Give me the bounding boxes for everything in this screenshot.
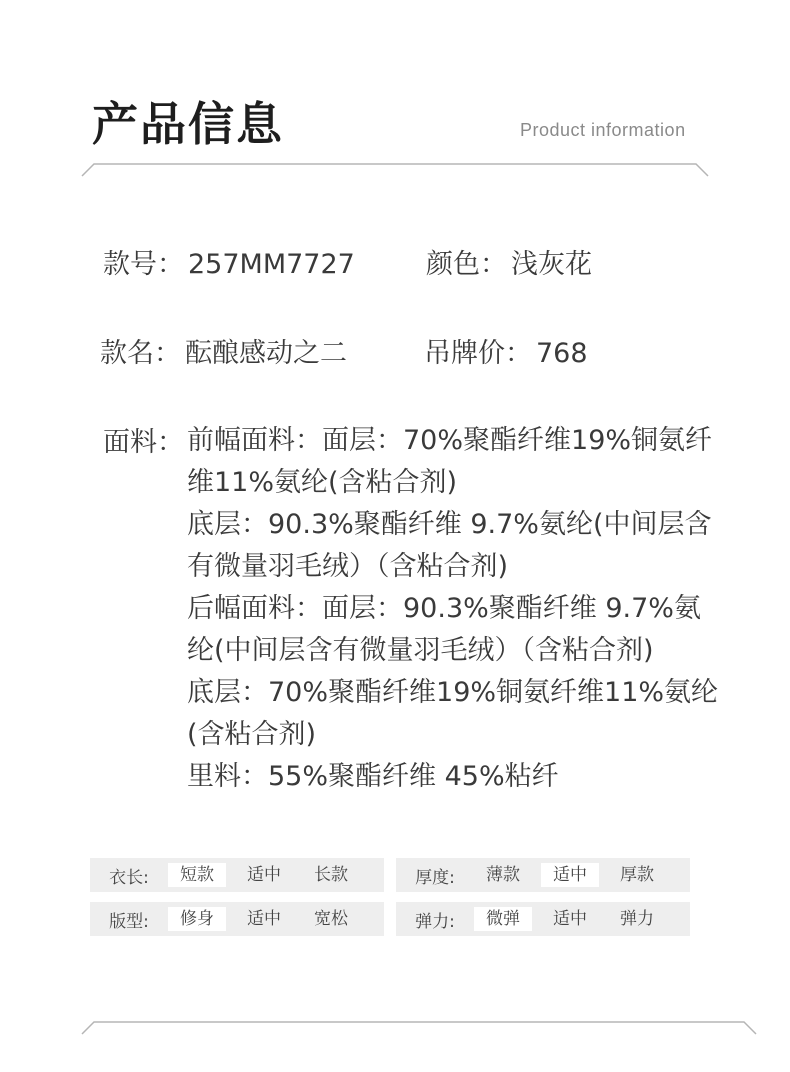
price-row (424, 331, 588, 370)
page-title: 产品信息 (92, 97, 284, 151)
color-value: 浅灰花 (511, 249, 592, 280)
style-number-value: 257MM7727 (188, 249, 355, 280)
color-label: 颜色： (426, 249, 507, 280)
attr-thickness-option: 适中 (541, 863, 599, 887)
attr-fit-option: 适中 (247, 909, 281, 929)
fabric-line: 底层：90.3%聚酯纤维 9.7%氨纶(中间层含 (187, 509, 712, 540)
bottom-divider (82, 1022, 756, 1034)
attr-length (90, 858, 384, 892)
style-name-value: 酝酿感动之二 (185, 338, 347, 369)
attr-thickness-option: 厚款 (620, 865, 654, 885)
fabric-line: 底层：70%聚酯纤维19%铜氨纤维11%氨纶 (187, 677, 719, 708)
fabric-line: 前幅面料：面层：70%聚酯纤维19%铜氨纤 (187, 425, 713, 456)
fabric-details (187, 420, 727, 798)
attr-fit-option: 修身 (168, 907, 226, 931)
fabric-line: (含粘合剂) (187, 719, 317, 750)
attr-elasticity-option: 适中 (553, 909, 587, 929)
fabric-line: 维11%氨纶(含粘合剂) (187, 467, 458, 498)
price-label: 吊牌价： (424, 338, 532, 369)
fabric-label: 面料： (103, 427, 184, 458)
page-subtitle: Product information (520, 120, 686, 140)
top-divider (82, 164, 708, 176)
attr-thickness-option: 薄款 (486, 865, 520, 885)
attr-elasticity-option: 弹力 (620, 909, 654, 929)
fabric-line: 纶(中间层含有微量羽毛绒）（含粘合剂) (187, 635, 654, 666)
style-name-label: 款名： (100, 338, 181, 369)
attr-thickness-label: 厚度: (415, 867, 455, 888)
attr-fit-option: 宽松 (314, 909, 348, 929)
attr-length-option: 长款 (314, 865, 348, 885)
attr-length-label: 衣长: (109, 867, 149, 888)
attr-length-option: 短款 (168, 863, 226, 887)
style-name-row (100, 331, 347, 370)
attr-elasticity-option: 微弹 (474, 907, 532, 931)
attr-elasticity-label: 弹力: (415, 911, 455, 932)
attr-thickness (396, 858, 690, 892)
fabric-line: 有微量羽毛绒）（含粘合剂) (187, 551, 509, 582)
style-number-label: 款号： (103, 249, 184, 280)
attr-elasticity (396, 902, 690, 936)
attr-fit-label: 版型: (109, 911, 149, 932)
fabric-line: 里料：55%聚酯纤维 45%粘纤 (187, 761, 559, 792)
price-value: 768 (536, 338, 588, 369)
attr-length-option: 适中 (247, 865, 281, 885)
attr-fit (90, 902, 384, 936)
color-row (426, 242, 592, 281)
style-number-row (103, 242, 355, 281)
fabric-line: 后幅面料：面层：90.3%聚酯纤维 9.7%氨 (187, 593, 701, 624)
